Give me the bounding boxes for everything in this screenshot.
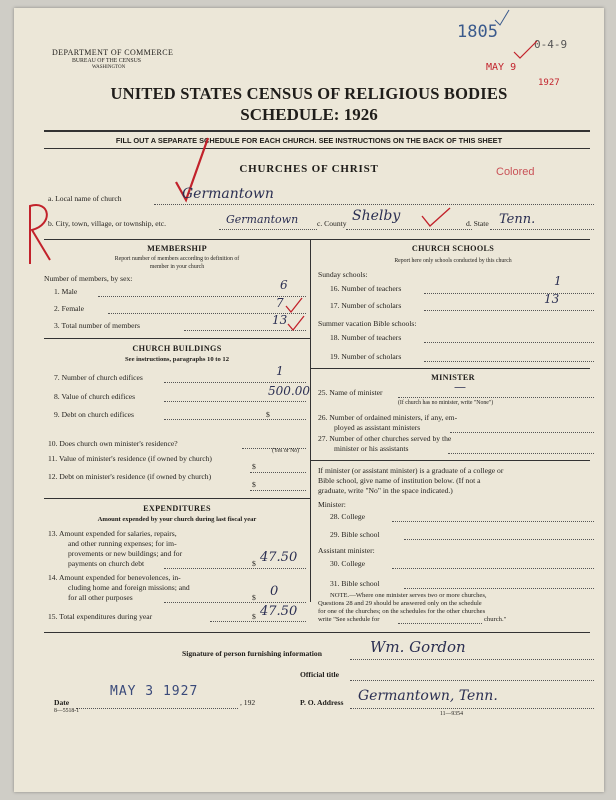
vacation-scholars-line xyxy=(424,361,594,362)
church-schools-title: CHURCH SCHOOLS xyxy=(411,244,495,253)
expenditures-title: EXPENDITURES xyxy=(143,504,211,513)
members-by-sex-label: Number of members, by sex: xyxy=(44,274,133,283)
male-line xyxy=(98,296,306,297)
sunday-schools-label: Sunday schools: xyxy=(318,270,368,279)
county-value: Shelby xyxy=(352,208,401,224)
assistant-sub-label: Assistant minister: xyxy=(318,546,375,555)
sunday-teachers-value: 1 xyxy=(554,274,562,288)
city-label: WASHINGTON xyxy=(92,65,126,70)
ordained-line-2: ployed as assistant ministers xyxy=(334,423,421,432)
sunday-scholars-value: 13 xyxy=(544,292,560,306)
note-line-2: Questions 28 and 29 should be answered only on the schedule xyxy=(318,600,482,607)
minister-title: MINISTER xyxy=(431,373,475,382)
expense-13-line-2: and other running expenses; for im- xyxy=(68,539,177,548)
church-schools-note: Report here only schools conducted by this church xyxy=(394,258,512,264)
dollar-sign: $ xyxy=(252,559,256,568)
divider xyxy=(310,460,590,461)
dollar-sign: $ xyxy=(266,410,270,419)
edifices-number-line xyxy=(164,382,306,383)
file-number: 1805 xyxy=(457,22,498,42)
note-line-4: write "See schedule for xyxy=(318,616,380,623)
minister-name-line xyxy=(398,397,594,398)
sunday-scholars-line xyxy=(424,310,594,311)
form-title: UNITED STATES CENSUS OF RELIGIOUS BODIES xyxy=(110,84,508,103)
local-name-line xyxy=(154,204,594,205)
minister-bible-line xyxy=(404,539,594,540)
dollar-sign: $ xyxy=(252,612,256,621)
divider xyxy=(44,148,590,149)
divider xyxy=(44,239,590,240)
city-value: Germantown xyxy=(226,213,299,226)
divider xyxy=(310,368,590,369)
state-label: d. State xyxy=(466,219,489,228)
received-stamp-year: 1927 xyxy=(538,78,560,88)
divider xyxy=(44,498,310,499)
ordained-field-line xyxy=(450,432,594,433)
vacation-schools-label: Summer vacation Bible schools: xyxy=(318,319,417,328)
minister-name-value: — xyxy=(454,380,466,394)
graduate-note-3: graduate, write "No" in the space indicated.) xyxy=(318,486,453,495)
female-label: 2. Female xyxy=(54,304,84,313)
residence-debt-label: 12. Debt on minister's residence (if owned by church) xyxy=(48,472,212,481)
dollar-sign: $ xyxy=(252,593,256,602)
graduate-note-2: Bible school, give name of institution below. (If not a xyxy=(318,476,481,485)
residence-value-label: 11. Value of minister's residence (if owned by church) xyxy=(48,454,212,463)
minister-sub-label: Minister: xyxy=(318,500,346,509)
edifices-value-line xyxy=(164,401,306,402)
edifices-value-label: 8. Value of church edifices xyxy=(54,392,136,401)
total-members-label: 3. Total number of members xyxy=(54,321,141,330)
minister-bible-label: 29. Bible school xyxy=(330,530,380,539)
date-stamp: MAY 3 1927 xyxy=(110,684,199,699)
membership-title: MEMBERSHIP xyxy=(147,244,207,253)
instruction-text: FILL OUT A SEPARATE SCHEDULE FOR EACH CHURCH. SEE INSTRUCTIONS ON THE BACK OF THIS SHEET xyxy=(115,136,503,145)
state-value: Tenn. xyxy=(499,212,536,227)
minister-name-label: 25. Name of minister xyxy=(318,388,383,397)
male-label: 1. Male xyxy=(54,287,78,296)
edifices-number-label: 7. Number of church edifices xyxy=(54,373,143,382)
edifices-value-value: 500.00 xyxy=(268,384,310,398)
form-number-right: 11—9354 xyxy=(440,711,463,717)
divider xyxy=(44,130,590,132)
note-line-3: for one of the churches; on the schedules for the other churches xyxy=(318,608,486,615)
membership-note-2: member in your church xyxy=(149,264,205,270)
census-schedule-sheet xyxy=(14,8,604,792)
county-label: c. County xyxy=(317,219,347,228)
residence-value-line xyxy=(250,472,306,473)
date-line xyxy=(76,708,238,709)
expense-15-value: 47.50 xyxy=(260,604,298,619)
assistant-college-line xyxy=(392,568,594,569)
city-line xyxy=(219,229,317,230)
signature-value: Wm. Gordon xyxy=(370,638,466,656)
male-value: 6 xyxy=(280,278,288,292)
check-mark-icon xyxy=(511,38,541,60)
total-members-value: 13 xyxy=(272,313,288,327)
expenditures-note: Amount expended by your church during last fiscal year xyxy=(97,516,257,523)
check-mark-icon xyxy=(492,8,512,28)
other-churches-line-2: minister or his assistants xyxy=(334,444,409,453)
minister-college-label: 28. College xyxy=(330,512,366,521)
vacation-teachers-label: 18. Number of teachers xyxy=(330,333,402,342)
expense-13-field-line xyxy=(164,568,306,569)
expense-14-field-line xyxy=(164,602,306,603)
graduate-note-1: If minister (or assistant minister) is a graduate of a college or xyxy=(318,466,504,475)
expense-13-value: 47.50 xyxy=(260,550,298,565)
expense-14-line-2: cluding home and foreign missions; and xyxy=(68,583,190,592)
official-title-label: Official title xyxy=(300,670,340,679)
ordained-line-1: 26. Number of ordained ministers, if any, em- xyxy=(318,413,458,422)
local-name-label: a. Local name of church xyxy=(48,194,122,203)
expense-13-line-4: payments on church debt xyxy=(68,559,145,568)
female-value: 7 xyxy=(276,296,284,310)
po-address-line xyxy=(350,708,594,709)
assistant-bible-line xyxy=(404,588,594,589)
edifices-debt-label: 9. Debt on church edifices xyxy=(54,410,134,419)
note-line-5: church." xyxy=(484,616,507,623)
department-label: DEPARTMENT OF COMMERCE xyxy=(52,48,174,57)
yes-no-hint: (Yes or No) xyxy=(272,448,300,454)
check-mark-icon xyxy=(284,296,304,314)
po-address-value: Germantown, Tenn. xyxy=(358,688,498,704)
check-mark-icon xyxy=(418,206,454,230)
expense-13-line-1: 13. Amount expended for salaries, repairs, xyxy=(48,529,177,538)
state-line xyxy=(490,229,594,230)
received-stamp: MAY 9 xyxy=(486,62,517,73)
form-subtitle: SCHEDULE: 1926 xyxy=(240,105,378,124)
check-mark-icon xyxy=(286,314,306,332)
other-churches-field-line xyxy=(448,453,594,454)
divider xyxy=(44,338,310,339)
dollar-sign: $ xyxy=(252,462,256,471)
local-name-value: Germantown xyxy=(182,186,274,202)
buildings-note: See instructions, paragraphs 10 to 12 xyxy=(124,356,230,363)
buildings-title: CHURCH BUILDINGS xyxy=(132,344,222,353)
assistant-bible-label: 31. Bible school xyxy=(330,579,380,588)
minister-college-line xyxy=(392,521,594,522)
expense-14-line-3: for all other purposes xyxy=(68,593,133,602)
sunday-scholars-label: 17. Number of scholars xyxy=(330,301,402,310)
colored-note: Colored xyxy=(496,166,535,178)
note-line-1: NOTE.—Where one minister serves two or more churches, xyxy=(330,592,487,599)
residence-debt-line xyxy=(250,490,306,491)
minister-name-hint: (If church has no minister, write "None") xyxy=(398,400,494,406)
date-label: Date xyxy=(54,698,70,707)
sunday-teachers-label: 16. Number of teachers xyxy=(330,284,402,293)
year-suffix: , 192 xyxy=(240,698,256,707)
signature-label: Signature of person furnishing information xyxy=(182,649,322,658)
residence-own-label: 10. Does church own minister's residence? xyxy=(48,439,178,448)
other-churches-line-1: 27. Number of other churches served by the xyxy=(318,434,452,443)
expense-14-line-1: 14. Amount expended for benevolences, in- xyxy=(48,573,181,582)
divider xyxy=(44,632,590,633)
note-blank-line xyxy=(398,623,482,624)
edifices-debt-line xyxy=(164,419,306,420)
column-divider xyxy=(310,240,311,602)
edifices-number-value: 1 xyxy=(276,364,284,378)
sunday-teachers-line xyxy=(424,293,594,294)
denomination-title: CHURCHES OF CHRIST xyxy=(239,163,379,175)
expense-14-value: 0 xyxy=(270,584,279,599)
vacation-scholars-label: 19. Number of scholars xyxy=(330,352,402,361)
expense-13-line-3: provements or new buildings; and for xyxy=(68,549,183,558)
expense-15-label: 15. Total expenditures during year xyxy=(48,612,153,621)
form-number: 8—5518-1 xyxy=(54,708,80,714)
assistant-college-label: 30. College xyxy=(330,559,366,568)
expense-15-field-line xyxy=(210,621,306,622)
membership-note: Report number of members according to definition of xyxy=(114,256,240,262)
official-title-line xyxy=(350,680,594,681)
po-address-label: P. O. Address xyxy=(300,698,344,707)
city-label: b. City, town, village, or township, etc. xyxy=(48,219,167,228)
dollar-sign: $ xyxy=(252,480,256,489)
bureau-label: BUREAU OF THE CENSUS xyxy=(72,58,141,64)
vacation-teachers-line xyxy=(424,342,594,343)
file-code: 0-4-9 xyxy=(534,38,568,51)
signature-line xyxy=(350,659,594,660)
